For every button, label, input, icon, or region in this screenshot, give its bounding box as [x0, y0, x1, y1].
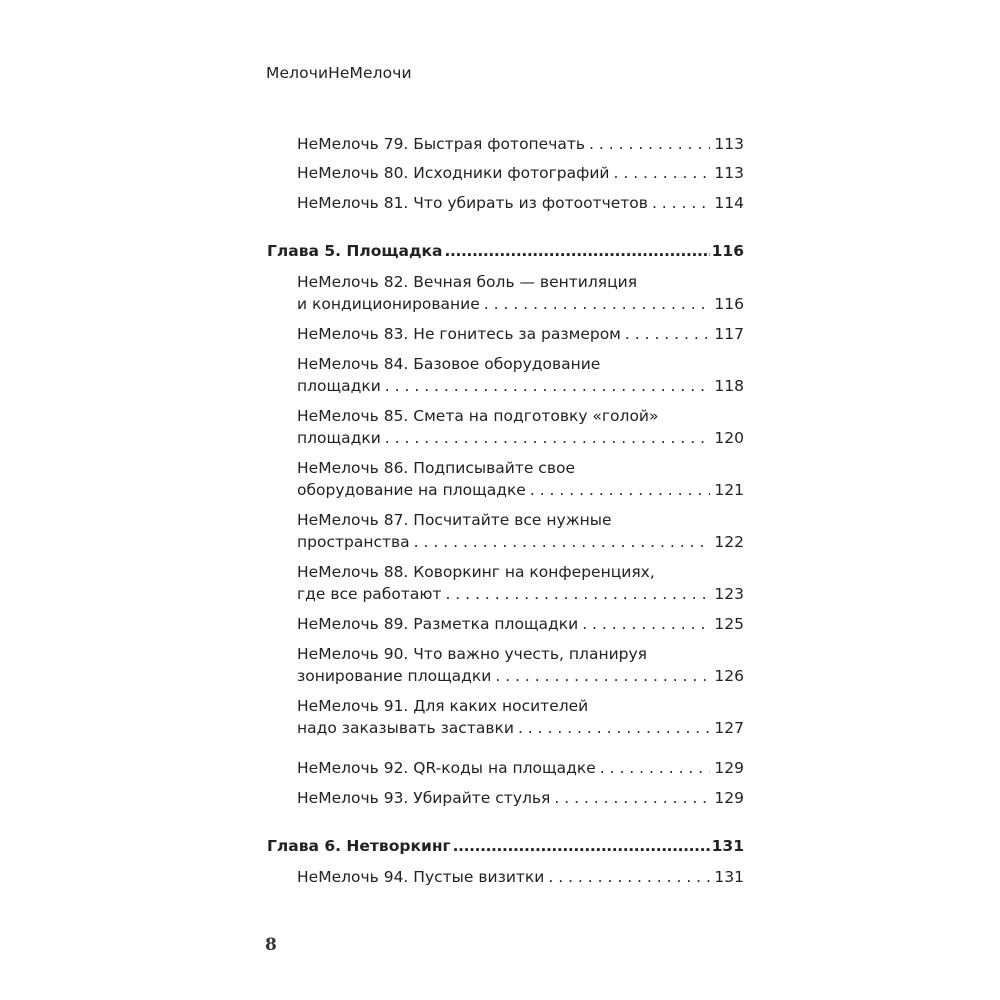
- toc-chapter-title: Глава 5. Площадка: [267, 242, 443, 260]
- toc-entry-title: пространства: [297, 533, 410, 551]
- toc-entry-title: площадки: [297, 377, 381, 395]
- toc-page-number: 116: [711, 242, 744, 260]
- toc-entry-title: надо заказывать заставки: [297, 719, 514, 737]
- toc-page-number: 113: [714, 135, 744, 153]
- toc-entry: [297, 583, 744, 605]
- toc-page-number: 116: [714, 295, 744, 313]
- toc-page-number: 131: [711, 837, 744, 855]
- toc-page-number: 117: [714, 325, 744, 343]
- toc-page-number: 126: [714, 667, 744, 685]
- toc-chapter: [267, 835, 744, 857]
- toc-entry: [297, 665, 744, 687]
- toc-entry: [297, 866, 744, 888]
- toc-entry-title: НеМелочь 86. Подписывайте свое: [297, 459, 575, 477]
- toc-page-number: 131: [714, 868, 744, 886]
- dot-leader: [625, 323, 711, 345]
- dot-leader: [530, 479, 711, 501]
- toc-entry-title: НеМелочь 85. Смета на подготовку «голой»: [297, 407, 659, 425]
- dot-leader: [613, 162, 710, 184]
- dot-leader: [582, 613, 710, 635]
- dot-leader: [414, 531, 711, 553]
- toc-entry: [297, 293, 744, 315]
- toc-page-number: 129: [714, 759, 744, 777]
- toc-entry: [297, 162, 744, 184]
- dot-leader: [589, 133, 710, 155]
- dot-leader: [518, 717, 710, 739]
- toc-chapter-title: Глава 6. Нетворкинг: [267, 837, 451, 855]
- toc-entry: [297, 561, 655, 583]
- toc-page-number: 118: [714, 377, 744, 395]
- toc-entry-title: НеМелочь 88. Коворкинг на конференциях,: [297, 563, 655, 581]
- toc-entry-title: НеМелочь 81. Что убирать из фотоотчетов: [297, 194, 648, 212]
- toc-entry-title: НеМелочь 82. Вечная боль — вентиляция: [297, 273, 638, 291]
- toc-entry-title: оборудование на площадке: [297, 481, 526, 499]
- toc-entry-title: НеМелочь 83. Не гонитесь за размером: [297, 325, 621, 343]
- toc-entry-title: НеМелочь 80. Исходники фотографий: [297, 164, 610, 182]
- dot-leader: [385, 427, 711, 449]
- toc-entry-title: НеМелочь 94. Пустые визитки: [297, 868, 545, 886]
- dot-leader: [548, 866, 710, 888]
- toc-entry: [297, 613, 744, 635]
- toc-page-number: 113: [714, 164, 744, 182]
- toc-entry: [297, 479, 744, 501]
- toc-entry: [297, 531, 744, 553]
- toc-entry: [297, 643, 647, 665]
- toc-chapter: [267, 240, 744, 262]
- toc-page-number: 121: [714, 481, 744, 499]
- toc-entry-title: НеМелочь 90. Что важно учесть, планируя: [297, 645, 647, 663]
- dot-leader: [600, 757, 711, 779]
- dot-leader: [453, 835, 710, 857]
- toc-entry: [297, 457, 575, 479]
- toc-entry-title: НеМелочь 89. Разметка площадки: [297, 615, 579, 633]
- dot-leader: [445, 583, 710, 605]
- toc-entry: [297, 353, 600, 375]
- toc-entry: [297, 757, 744, 779]
- toc-page-number: 114: [714, 194, 744, 212]
- toc-entry: [297, 271, 637, 293]
- toc-entry-title: НеМелочь 79. Быстрая фотопечать: [297, 135, 586, 153]
- toc-entry: [297, 695, 588, 717]
- running-header: МелочиНеМелочи: [266, 64, 412, 82]
- toc-entry-title: где все работают: [297, 585, 442, 603]
- toc-entry: [297, 787, 744, 809]
- toc-entry: [297, 405, 658, 427]
- toc-entry-title: НеМелочь 92. QR-коды на площадке: [297, 759, 596, 777]
- toc-entry-title: НеМелочь 91. Для каких носителей: [297, 697, 589, 715]
- toc-entry: [297, 427, 744, 449]
- toc-entry-title: зонирование площадки: [297, 667, 492, 685]
- toc-page-number: 125: [714, 615, 744, 633]
- dot-leader: [484, 293, 711, 315]
- toc-page-number: 127: [714, 719, 744, 737]
- toc-page-number: 122: [714, 533, 744, 551]
- dot-leader: [495, 665, 710, 687]
- toc-entry-title: НеМелочь 93. Убирайте стулья: [297, 789, 551, 807]
- toc-entry: [297, 192, 744, 214]
- toc-entry: [297, 375, 744, 397]
- page-number: 8: [265, 935, 277, 955]
- toc-entry: [297, 509, 612, 531]
- dot-leader: [554, 787, 710, 809]
- toc-entry: [297, 717, 744, 739]
- toc-entry-title: площадки: [297, 429, 381, 447]
- toc-entry-title: НеМелочь 87. Посчитайте все нужные: [297, 511, 612, 529]
- dot-leader: [445, 240, 710, 262]
- dot-leader: [385, 375, 711, 397]
- toc-entry-title: НеМелочь 84. Базовое оборудование: [297, 355, 601, 373]
- toc-entry: [297, 133, 744, 155]
- toc-page-number: 120: [714, 429, 744, 447]
- toc-page-number: 129: [714, 789, 744, 807]
- toc-entry-title: и кондиционирование: [297, 295, 480, 313]
- dot-leader: [652, 192, 710, 214]
- toc-entry: [297, 323, 744, 345]
- toc-page-number: 123: [714, 585, 744, 603]
